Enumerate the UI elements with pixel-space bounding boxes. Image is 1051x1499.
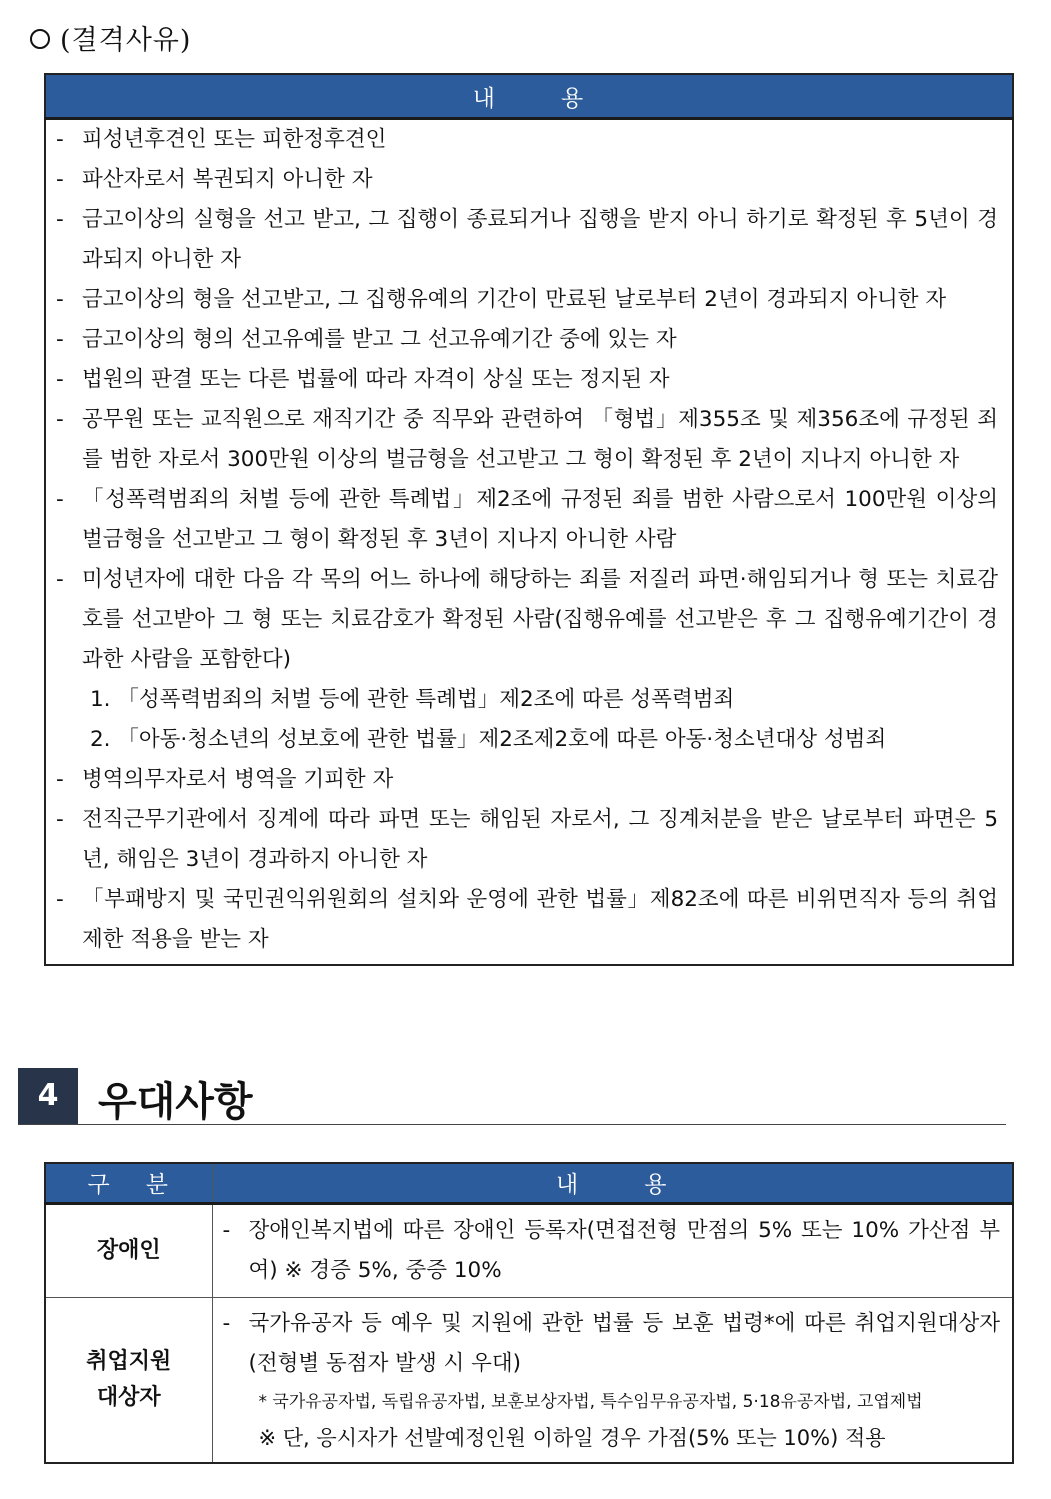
row-content-disabled: - 장애인복지법에 따른 장애인 등록자(면접전형 만점의 5% 또는 10% 가산점 부여) ※ 경증 5%, 중증 10% (212, 1203, 1013, 1297)
sub-list-item: 2. 「아동·청소년의 성보호에 관한 법률」제2조제2호에 따른 아동·청소년대상 성범죄 (90, 727, 887, 752)
header-char-2: 용 (561, 85, 586, 112)
header-content: 내 용 (212, 1163, 1013, 1203)
list-item: - 법원의 판결 또는 다른 법률에 따라 자격이 상실 또는 정지된 자 (56, 367, 670, 392)
list-item: - 「성폭력범죄의 처벌 등에 관한 특례법」제2조에 규정된 죄를 범한 사람으로서 100만원 이상의 벌금형을 선고받고 그 형이 확정된 후 3년이 지나지 아니한 사람 (56, 487, 998, 552)
table-row (45, 1297, 1013, 1463)
header-char-1: 내 (472, 85, 497, 112)
list-item: - 「부패방지 및 국민권익위원회의 설치와 운영에 관한 법률」제82조에 따른 비위면직자 등의 취업제한 적용을 받는 자 (56, 887, 998, 952)
section-title (30, 18, 191, 57)
footnote: * 국가유공자법, 독립유공자법, 보훈보상자법, 특수임무유공자법, 5·18유공자법, 고엽제법 (258, 1391, 923, 1412)
header-category: 구 분 (45, 1163, 212, 1203)
circle-bullet-icon (30, 29, 50, 49)
sub-list-item: 1. 「성폭력범죄의 처벌 등에 관한 특례법」제2조에 따른 성폭력범죄 (90, 687, 735, 712)
list-item: - 금고이상의 실형을 선고 받고, 그 집행이 종료되거나 집행을 받지 아니 하기로 확정된 후 5년이 경과되지 아니한 자 (56, 207, 998, 272)
row-label-disabled: 장애인 (45, 1203, 212, 1297)
row-content-employment-support: - 국가유공자 등 예우 및 지원에 관한 법률 등 보훈 법령*에 따른 취업지원대상자(전형별 동점자 발생 시 우대) * 국가유공자법, 독립유공자법, 보훈보상자법, 특수임무유공자법, 5·18유공자법, 고엽제법 ※ 단, 응시자가 선발예정인원 이하일 경우 가점(5% 또는 10%) 적용 (212, 1297, 1013, 1463)
disqualification-list (45, 119, 1013, 966)
list-item: - 미성년자에 대한 다음 각 목의 어느 하나에 해당하는 죄를 저질러 파면·해임되거나 형 또는 치료감호를 선고받아 그 형 또는 치료감호가 확정된 사람(집행유예를 선고받은 후 그 집행유예기간이 경과한 사람을 포함한다) (56, 567, 998, 672)
section-4-title: 우대사항 (98, 1079, 253, 1125)
list-item: - 금고이상의 형을 선고받고, 그 집행유예의 기간이 만료된 날로부터 2년이 경과되지 아니한 자 (56, 287, 947, 312)
list-item: - 병역의무자로서 병역을 기피한 자 (56, 767, 394, 792)
list-item: - 파산자로서 복권되지 아니한 자 (56, 167, 373, 192)
section-number-badge: 4 (18, 1068, 78, 1124)
list-item: - 전직근무기관에서 징계에 따라 파면 또는 해임된 자로서, 그 징계처분을 받은 날로부터 파면은 5년, 해임은 3년이 경과하지 아니한 자 (56, 807, 998, 872)
list-item: - 금고이상의 형의 선고유예를 받고 그 선고유예기간 중에 있는 자 (56, 327, 677, 352)
table-row (45, 1203, 1013, 1297)
preference-table (44, 1162, 1014, 1464)
table-header (45, 74, 1013, 119)
note: ※ 단, 응시자가 선발예정인원 이하일 경우 가점(5% 또는 10%) 적용 (258, 1425, 886, 1450)
section-title-text: (결격사유) (60, 25, 192, 56)
list-item: - 피성년후견인 또는 피한정후견인 (56, 127, 387, 152)
disqualification-table (44, 73, 1014, 966)
section-4-heading (18, 1068, 1006, 1125)
list-item: - 공무원 또는 교직원으로 재직기간 중 직무와 관련하여 「형법」제355조 및 제356조에 규정된 죄를 범한 자로서 300만원 이상의 벌금형을 선고받고 그 형이 확정된 후 2년이 지나지 아니한 자 (56, 407, 998, 472)
row-label-employment-support: 취업지원 대상자 (45, 1297, 212, 1463)
